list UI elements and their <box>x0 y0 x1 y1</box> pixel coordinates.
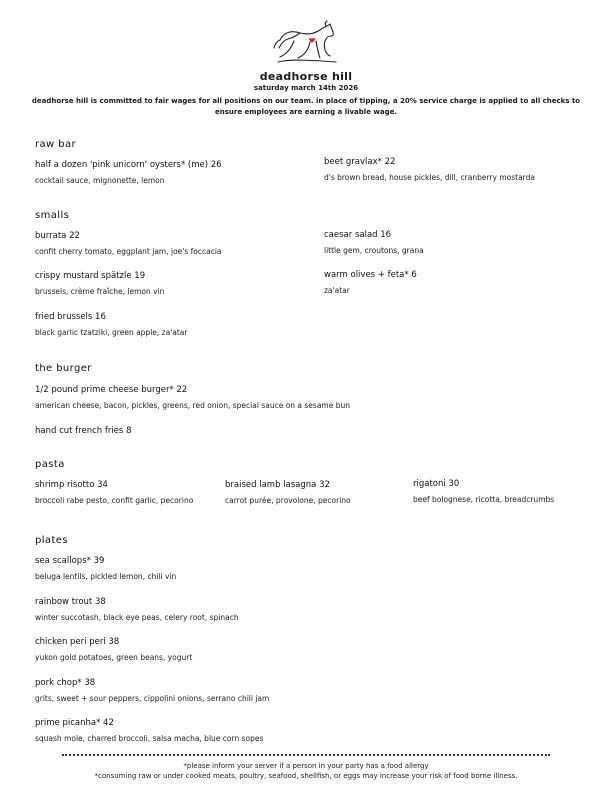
restaurant-name: deadhorse hill <box>259 70 353 83</box>
menu-item-desc: winter succotash, black eye peas, celery root, spinach <box>35 613 239 622</box>
menu-item-desc: broccoli rabe pesto, confit garlic, pecorino <box>35 496 194 505</box>
menu-item-name: braised lamb lasagna 32 <box>225 480 330 490</box>
menu-item-name: rainbow trout 38 <box>35 597 106 607</box>
menu-item-name: crispy mustard spätzle 19 <box>35 271 146 281</box>
section-title-the-burger: the burger <box>35 363 92 374</box>
menu-item-name: chicken peri peri 38 <box>35 637 120 647</box>
menu-item-desc: za'atar <box>324 286 350 295</box>
section-title-raw-bar: raw bar <box>35 139 76 150</box>
menu-item-name: sea scallops* 39 <box>35 556 105 566</box>
menu-item-name: warm olives + feta* 6 <box>324 270 417 280</box>
horse-logo-icon <box>270 20 344 70</box>
menu-item-desc: black garlic tzatziki, green apple, za'atar <box>35 328 188 337</box>
menu-item-desc: beef bolognese, ricotta, breadcrumbs <box>413 495 555 504</box>
menu-date: saturday march 14th 2026 <box>253 84 359 92</box>
menu-item-name: 1/2 pound prime cheese burger* 22 <box>35 385 188 395</box>
menu-item-desc: beluga lentils, pickled lemon, chili vin <box>35 572 177 581</box>
menu-item-name: shrimp risotto 34 <box>35 480 108 490</box>
menu-item-name: burrata 22 <box>35 231 80 241</box>
menu-item-name: rigatoni 30 <box>413 479 460 489</box>
menu-item-desc: d's brown bread, house pickles, dill, cranberry mostarda <box>324 173 535 182</box>
section-title-pasta: pasta <box>35 459 65 470</box>
menu-item-name: fried brussels 16 <box>35 312 106 322</box>
service-charge-policy: deadhorse hill is committed to fair wages for all positions on our team. in place of tipping, a 20% service charge is applied to all checks to ensure employees are earning a livable wage. <box>31 97 581 116</box>
dotted-divider <box>62 754 550 756</box>
menu-item-name: hand cut french fries 8 <box>35 426 132 436</box>
menu-item-name: pork chop* 38 <box>35 678 96 688</box>
menu-item-desc: confit cherry tomato, eggplant jam, joe's foccacia <box>35 247 222 256</box>
section-title-plates: plates <box>35 535 68 546</box>
menu-item-desc: cocktail sauce, mignonette, lemon <box>35 176 165 185</box>
menu-item-name: half a dozen 'pink unicorn' oysters* (me) 26 <box>35 160 222 170</box>
menu-item-desc: squash mole, charred broccoli, salsa macha, blue corn sopes <box>35 734 264 743</box>
menu-item-desc: brussels, crème fraîche, lemon vin <box>35 287 165 296</box>
section-title-smalls: smalls <box>35 210 70 221</box>
menu-item-desc: american cheese, bacon, pickles, greens, red onion, special sauce on a sesame bun <box>35 401 350 410</box>
menu-item-name: caesar salad 16 <box>324 230 392 240</box>
menu-item-desc: little gem, croutons, grana <box>324 246 424 255</box>
allergy-notice: *please inform your server if a person in your party has a food allergy <box>183 762 429 770</box>
menu-item-name: beet gravlax* 22 <box>324 157 396 167</box>
raw-food-warning: *consuming raw or under cooked meats, poultry, seafood, shellfish, or eggs may increase your risk of food borne illness. <box>94 772 518 780</box>
menu-item-name: prime picanha* 42 <box>35 718 114 728</box>
menu-item-desc: yukon gold potatoes, green beans, yogurt <box>35 653 193 662</box>
menu-item-desc: carrot purée, provolone, pecorino <box>225 496 351 505</box>
menu-item-desc: grits, sweet + sour peppers, cippolini onions, serrano chili jam <box>35 694 270 703</box>
